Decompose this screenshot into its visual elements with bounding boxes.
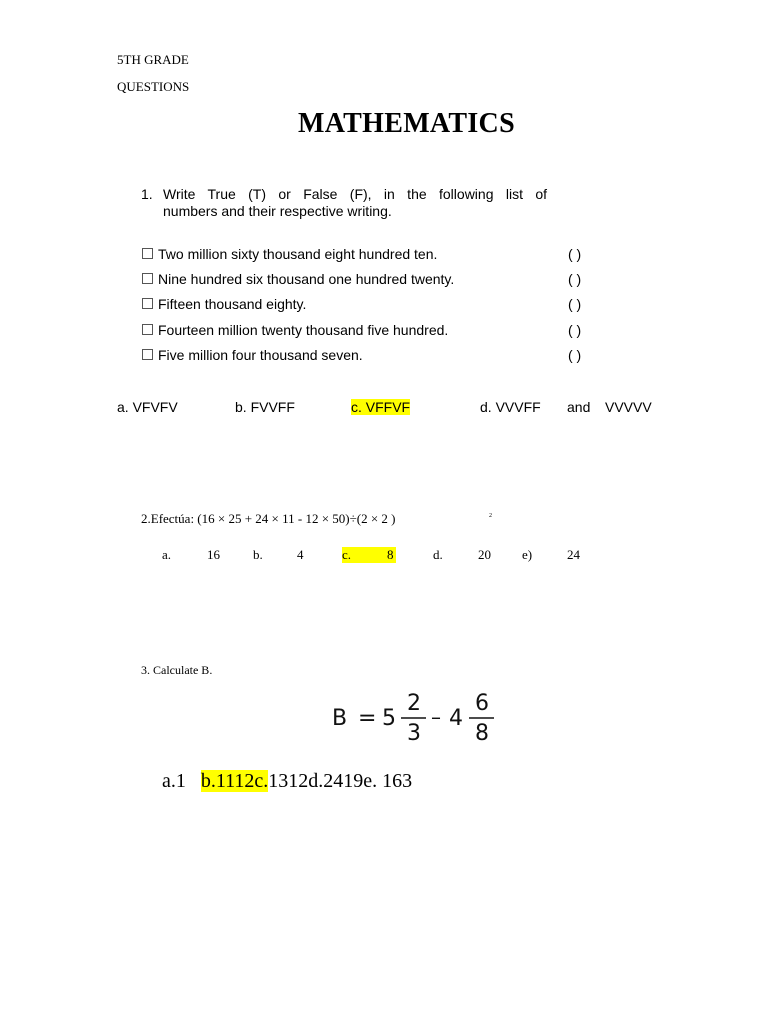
q2-option-e-value: 24 <box>567 547 580 562</box>
q3-answer-options <box>162 770 412 793</box>
formula-numerator-2: 6 <box>475 691 489 716</box>
q1-answer-blank: ( ) <box>568 296 582 312</box>
q1-option-b: b. FVVFF <box>235 399 295 415</box>
q2-option-b-label: b. <box>253 547 263 562</box>
q2-option-c <box>342 547 396 563</box>
q2-option-a-value: 16 <box>207 547 220 562</box>
q1-prompt-line1: Write True (T) or False (F), in the following list of <box>163 186 547 202</box>
q2-prompt: 2.Efectúa: (16 × 25 + 24 × 11 - 12 × 50)÷(2 × 2 ) <box>141 511 396 526</box>
q1-option-c: c. VFFVF <box>351 399 411 415</box>
q3-formula <box>330 688 500 748</box>
q1-statement: Two million sixty thousand eight hundred ten. <box>142 246 437 262</box>
q1-statement: Fifteen thousand eighty. <box>142 296 306 312</box>
q1-answer-blank: ( ) <box>568 271 582 287</box>
q1-number: 1. <box>141 186 153 202</box>
page-title: MATHEMATICS <box>298 108 515 139</box>
q2-superscript: 2 <box>489 513 492 519</box>
formula-denominator-1: 3 <box>407 721 421 746</box>
formula-whole-2: 4 <box>449 706 463 731</box>
formula-whole-1: 5 <box>382 706 396 731</box>
q2-option-a-label: a. <box>162 547 172 562</box>
q1-answer-blank: ( ) <box>568 347 582 363</box>
checkbox-icon <box>142 324 153 335</box>
q1-option-a: a. VFVFV <box>117 399 178 415</box>
q2-option-e-label: e) <box>522 547 533 562</box>
q1-option-e: VVVVV <box>605 399 652 415</box>
q2-option-d-label: d. <box>433 547 443 562</box>
q3-prompt: 3. Calculate B. <box>141 663 213 677</box>
formula-equals: = <box>358 706 377 731</box>
q1-statement: Fourteen million twenty thousand five hundred. <box>142 322 448 338</box>
checkbox-icon <box>142 248 153 259</box>
questions-label: QUESTIONS <box>117 79 190 94</box>
q3-answer-part1: a.1 <box>162 770 201 792</box>
q1-statement: Nine hundred six thousand one hundred twenty. <box>142 271 454 287</box>
q2-option-c-label: c. <box>342 547 352 562</box>
q1-statement: Five million four thousand seven. <box>142 347 363 363</box>
grade-label: 5TH GRADE <box>117 52 189 67</box>
checkbox-icon <box>142 349 153 360</box>
q1-prompt-line2: numbers and their respective writing. <box>163 203 392 219</box>
q2-option-c-value: 8 <box>387 547 394 562</box>
q2-option-b-value: 4 <box>297 547 304 562</box>
q3-answer-part2: 1312d.2419e. 163 <box>268 770 413 792</box>
formula-minus: – <box>431 705 441 729</box>
q1-option-d: d. VVVFF <box>480 399 541 415</box>
q1-answer-blank: ( ) <box>568 246 582 262</box>
formula-numerator-1: 2 <box>407 691 421 716</box>
formula-denominator-2: 8 <box>475 721 489 746</box>
q1-answer-blank: ( ) <box>568 322 582 338</box>
q3-answer-highlighted: b.1112c. <box>200 770 269 792</box>
checkbox-icon <box>142 298 153 309</box>
checkbox-icon <box>142 273 153 284</box>
q1-and-label: and <box>567 399 591 415</box>
formula-lhs: B <box>332 706 348 731</box>
q2-option-d-value: 20 <box>478 547 491 562</box>
